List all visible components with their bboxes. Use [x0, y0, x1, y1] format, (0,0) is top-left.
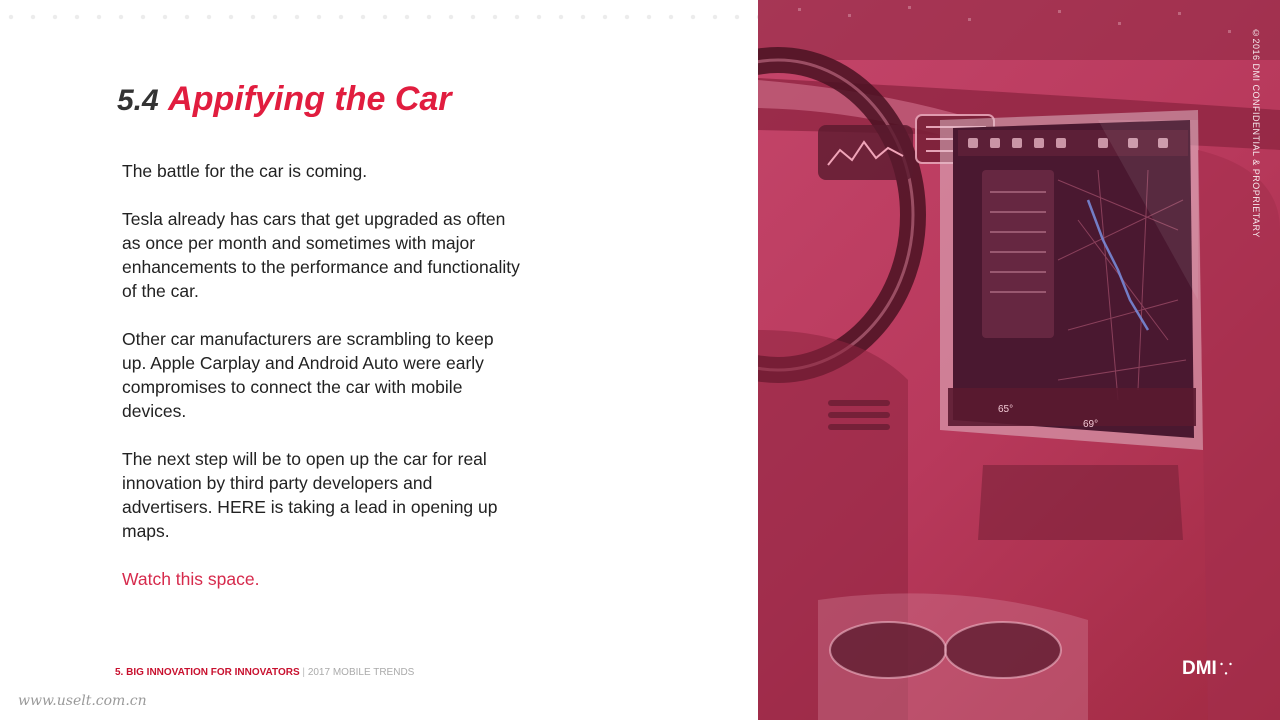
screen-temp-right: 69°: [1083, 419, 1099, 430]
title-text: Appifying the Car: [168, 80, 452, 118]
footer-subtitle: 2017 MOBILE TRENDS: [307, 667, 415, 678]
footer-separator: |: [302, 667, 306, 678]
confidential-notice: ©2016 DMI CONFIDENTIAL & PROPRIETARY: [1251, 28, 1261, 238]
closing-line: Watch this space.: [122, 569, 260, 589]
footer: [115, 667, 414, 678]
logo-text: DMI: [1182, 658, 1217, 679]
watermark: www.uselt.com.cn: [18, 693, 147, 709]
body-text: [122, 159, 522, 591]
car-interior-illustration: [758, 0, 1280, 720]
logo-mark-icon: ⸪: [1219, 661, 1233, 678]
slide-title: [117, 80, 452, 119]
paragraph-2: Tesla already has cars that get upgraded as often as once per month and sometimes with major enhancements to the performance and functionality of the car.: [122, 209, 520, 301]
screen-temp-left: 65°: [998, 404, 1014, 415]
car-interior-photo: [758, 0, 1280, 720]
paragraph-1: The battle for the car is coming.: [122, 161, 368, 181]
dmi-logo: [1182, 658, 1232, 680]
paragraph-4: The next step will be to open up the car for real innovation by third party developers and advertisers. HERE is taking a lead in opening up maps.: [122, 449, 498, 541]
footer-section: 5. BIG INNOVATION FOR INNOVATORS: [115, 667, 300, 678]
paragraph-3: Other car manufacturers are scrambling to keep up. Apple Carplay and Android Auto were early compromises to connect the car with mobile devices.: [122, 329, 494, 421]
dotted-top-border: [0, 14, 758, 20]
title-number: 5.4: [117, 84, 159, 117]
